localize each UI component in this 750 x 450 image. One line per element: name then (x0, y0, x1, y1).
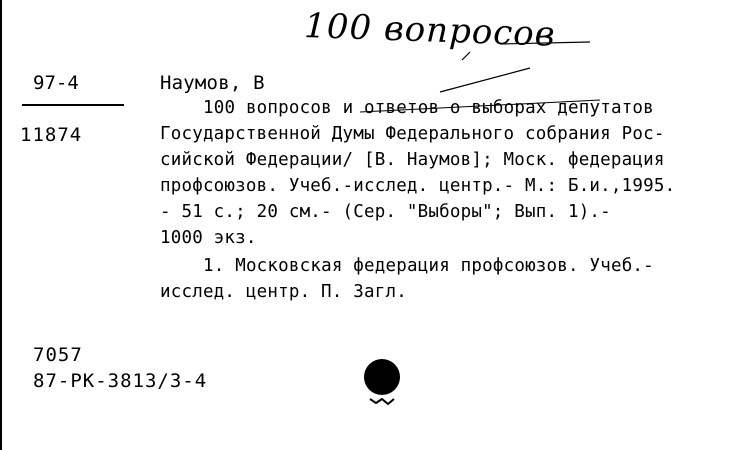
print-run-line: 1000 экз. (160, 228, 257, 248)
footer-reference: 87-РК-3813/3-4 (33, 370, 208, 392)
imprint-line: профсоюзов. Учеб.-исслед. центр.- М.: Б.и.,1995. (160, 176, 676, 196)
inventory-number: 11874 (20, 124, 83, 146)
tracing-line-1: 1. Московская федерация профсоюзов. Учеб.- (203, 256, 654, 276)
collation-line: - 51 с.; 20 см.- (Сер. "Выборы"; Вып. 1).- (160, 202, 611, 222)
shelf-mark-rule (22, 104, 124, 106)
handwritten-title: 100 вопросов (303, 6, 557, 55)
footer-code: 7057 (33, 344, 83, 366)
card-left-border (0, 0, 2, 450)
author-heading: Наумов, В (160, 72, 265, 94)
shelf-mark: 97-4 (33, 72, 79, 94)
punch-hole (362, 355, 404, 407)
title-line-2: Государственной Думы Федерального собрания Рос- (160, 124, 665, 144)
title-line-1: 100 вопросов и ответов о выборах депутатов (203, 98, 654, 118)
title-line-3: сийской Федерации/ [В. Наумов]; Моск. федерация (160, 150, 665, 170)
tracing-line-2: исслед. центр. П. Загл. (160, 282, 407, 302)
